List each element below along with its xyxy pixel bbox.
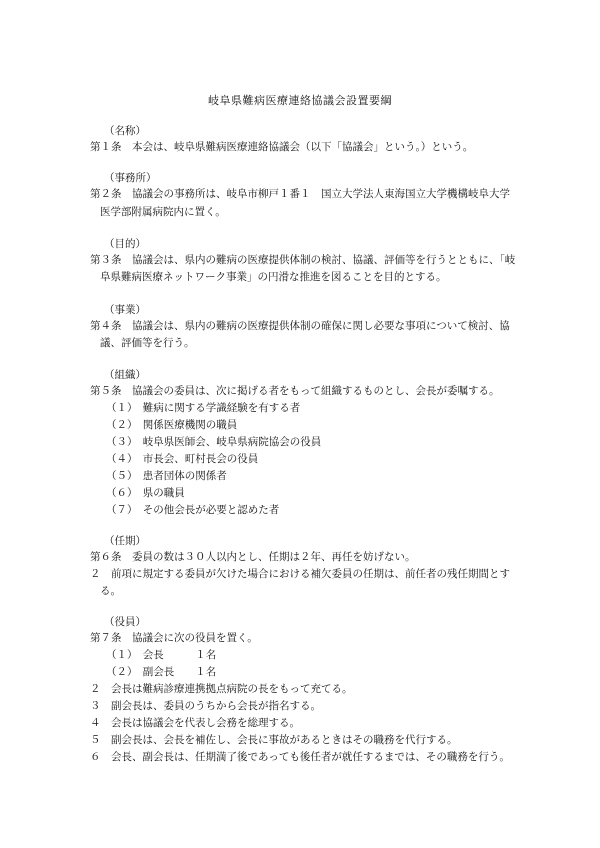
article-7-paragraph: ３ 副会長は、委員のうちから会長が指名する。 — [90, 700, 321, 712]
list-item: （１） 難病に関する学識経験を有する者 — [106, 402, 301, 414]
article-7-paragraph: ２ 会長は難病診療連携拠点病院の長をもって充てる。 — [90, 683, 353, 695]
article-5: 第５条 協議会の委員は、次に掲げる者をもって組織するものとし、会長が委嘱する。 — [90, 385, 500, 397]
article-7-paragraph: ６ 会長、副会長は、任期満了後であっても後任者が就任するまでは、その職務を行う。 — [90, 751, 510, 763]
section-heading-purpose: （目的） — [104, 238, 146, 250]
section-heading-name: （名称） — [104, 125, 146, 137]
list-item: （６） 県の職員 — [106, 487, 185, 499]
article-7-paragraph: ５ 副会長は、会長を補佐し、会長に事故があるときはその職務を代行する。 — [90, 734, 458, 746]
article-6-paragraph-2-continued: る。 — [100, 585, 121, 597]
list-item: （２） 関係医療機関の職員 — [106, 419, 238, 431]
list-item: （２） 副会長 １名 — [106, 666, 217, 678]
list-item: （５） 患者団体の関係者 — [106, 470, 227, 482]
list-item: （７） その他会長が必要と認めた者 — [106, 504, 280, 516]
article-4: 第４条 協議会は、県内の難病の医療提供体制の確保に関し必要な事項について検討、協 — [90, 320, 510, 332]
article-3-continued: 阜県難病医療ネットワーク事業」の円滑な推進を図ることを目的とする。 — [100, 271, 447, 283]
section-heading-organization: （組織） — [104, 369, 146, 381]
article-3: 第３条 協議会は、県内の難病の医療提供体制の検討、協議、評価等を行うとともに、「岐 — [90, 254, 516, 266]
article-2: 第２条 協議会の事務所は、岐阜市柳戸１番１ 国立大学法人東海国立大学機構岐阜大学 — [90, 188, 510, 200]
article-2-continued: 医学部附属病院内に置く。 — [100, 206, 226, 218]
list-item: （１） 会長 １名 — [106, 649, 217, 661]
article-1: 第１条 本会は、岐阜県難病医療連絡協議会（以下「協議会」という。）という。 — [90, 141, 474, 153]
list-item: （３） 岐阜県医師会、岐阜県病院協会の役員 — [106, 436, 322, 448]
section-heading-office: （事務所） — [104, 172, 157, 184]
list-item: （４） 市長会、町村長会の役員 — [106, 453, 259, 465]
article-7-paragraph: ４ 会長は協議会を代表し会務を総理する。 — [90, 717, 300, 729]
document-title: 岐阜県難病医療連絡協議会設置要綱 — [208, 94, 392, 107]
article-4-continued: 議、評価等を行う。 — [100, 337, 195, 349]
article-6: 第６条 委員の数は３０人以内とし、任期は２年、再任を妨げない。 — [90, 551, 416, 563]
section-heading-business: （事業） — [104, 304, 146, 316]
section-heading-officers: （役員） — [104, 616, 146, 628]
article-6-paragraph-2: ２ 前項に規定する委員が欠けた場合における補欠委員の任期は、前任者の残任期間とす — [90, 568, 510, 580]
article-7: 第７条 協議会に次の役員を置く。 — [90, 632, 258, 644]
section-heading-term: （任期） — [104, 535, 146, 547]
